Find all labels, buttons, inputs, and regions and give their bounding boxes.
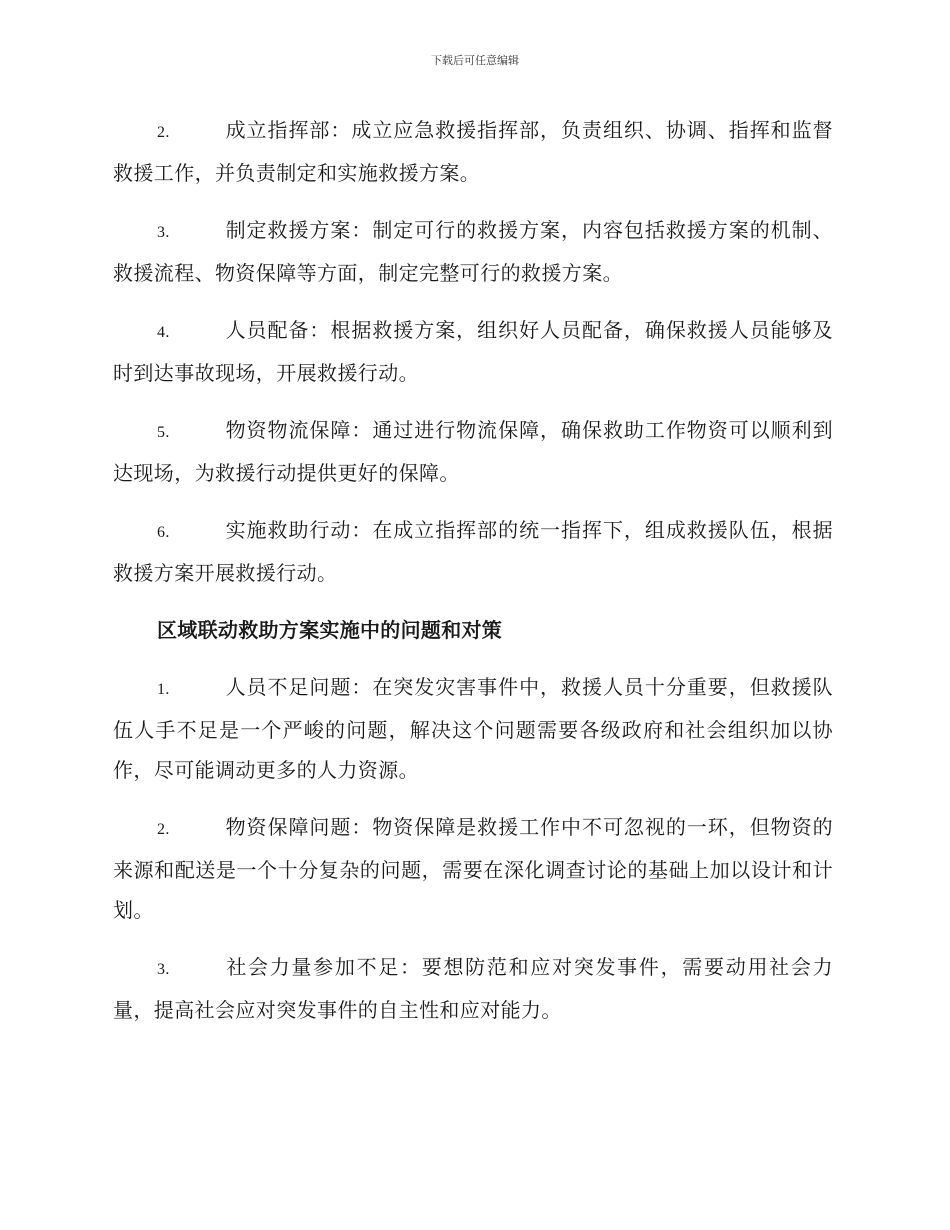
list-item bbox=[113, 807, 833, 930]
list-item bbox=[113, 410, 833, 493]
list-item-text: 物资物流保障：通过进行物流保障，确保救助工作物资可以顺利到达现场，为救援行动提供更好的保障。 bbox=[113, 418, 833, 485]
list-item bbox=[113, 947, 833, 1030]
list-item bbox=[113, 110, 833, 193]
list-item-text: 人员配备：根据救援方案，组织好人员配备，确保救援人员能够及时到达事故现场，开展救援行动。 bbox=[113, 318, 833, 385]
list-item-text: 制定救援方案：制定可行的救援方案，内容包括救援方案的机制、救援流程、物资保障等方面，制定完整可行的救援方案。 bbox=[113, 218, 833, 285]
list-item-text: 社会力量参加不足：要想防范和应对突发事件，需要动用社会力量，提高社会应对突发事件的自主性和应对能力。 bbox=[113, 955, 833, 1022]
list-item-number: 2. bbox=[157, 124, 170, 141]
page-header-note: 下载后可任意编辑 bbox=[431, 54, 519, 67]
list-item bbox=[113, 310, 833, 393]
list-item-text: 人员不足问题：在突发灾害事件中，救援人员十分重要，但救援队伍人手不足是一个严峻的问题，解决这个问题需要各级政府和社会组织加以协作，尽可能调动更多的人力资源。 bbox=[113, 675, 833, 782]
section-heading: 区域联动救助方案实施中的问题和对策 bbox=[157, 618, 503, 642]
list-item-number: 4. bbox=[157, 324, 170, 341]
document-body bbox=[113, 110, 833, 1047]
list-item-text: 实施救助行动：在成立指挥部的统一指挥下，组成救援队伍，根据救援方案开展救援行动。 bbox=[113, 518, 833, 585]
list-item-number: 6. bbox=[157, 524, 170, 541]
list-item-number: 2. bbox=[157, 821, 170, 838]
list-item bbox=[113, 210, 833, 293]
list-item-number: 5. bbox=[157, 424, 170, 441]
list-item-text: 物资保障问题：物资保障是救援工作中不可忽视的一环，但物资的来源和配送是一个十分复杂的问题，需要在深化调查讨论的基础上加以设计和计划。 bbox=[113, 815, 833, 922]
list-item-number: 3. bbox=[157, 961, 170, 978]
list-item-text: 成立指挥部：成立应急救援指挥部，负责组织、协调、指挥和监督救援工作，并负责制定和实施救援方案。 bbox=[113, 118, 833, 185]
list-item-number: 3. bbox=[157, 224, 170, 241]
list-item bbox=[113, 510, 833, 593]
list-item bbox=[113, 667, 833, 790]
list-item-number: 1. bbox=[157, 681, 170, 698]
